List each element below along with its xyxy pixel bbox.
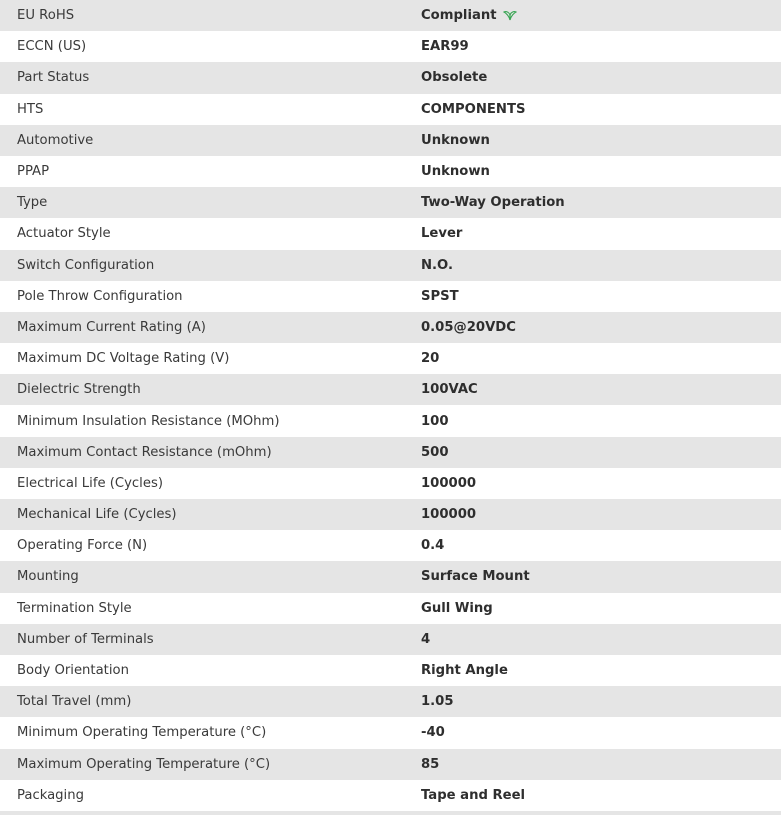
spec-name: Switch Configuration: [17, 257, 155, 273]
spec-value: 100VAC: [421, 382, 478, 398]
spec-value: 100000: [421, 507, 477, 523]
spec-value-cell: [421, 530, 781, 561]
spec-value: Compliant: [421, 8, 497, 24]
spec-value-cell: [421, 250, 781, 281]
spec-name: HTS: [17, 101, 44, 117]
spec-value-cell: [421, 94, 781, 125]
spec-value-cell: [421, 218, 781, 249]
spec-row: [0, 94, 781, 125]
spec-row: [0, 437, 781, 468]
spec-name: PPAP: [17, 164, 50, 180]
spec-name: Automotive: [17, 132, 94, 148]
spec-row: [0, 218, 781, 249]
spec-value-cell: [421, 281, 781, 312]
spec-value: Right Angle: [421, 663, 508, 679]
spec-row: [0, 561, 781, 592]
spec-value: 0.05@20VDC: [421, 319, 516, 335]
spec-row: [0, 468, 781, 499]
spec-row: [0, 187, 781, 218]
table-bottom-strip: [0, 811, 781, 815]
spec-value-cell: [421, 156, 781, 187]
spec-row: [0, 624, 781, 655]
spec-name: Body Orientation: [17, 663, 129, 679]
leaf-icon: [503, 9, 517, 21]
spec-value-cell: [421, 686, 781, 717]
spec-value: -40: [421, 725, 445, 741]
spec-name: Part Status: [17, 70, 90, 86]
spec-row: [0, 312, 781, 343]
spec-value: Unknown: [421, 164, 490, 180]
spec-name: Minimum Operating Temperature (°C): [17, 725, 267, 741]
spec-value-cell: [421, 561, 781, 592]
spec-value: Unknown: [421, 132, 490, 148]
spec-row: [0, 655, 781, 686]
spec-value: 20: [421, 351, 440, 367]
spec-value: N.O.: [421, 257, 453, 273]
spec-name: Minimum Insulation Resistance (MOhm): [17, 413, 280, 429]
spec-value-cell: [421, 655, 781, 686]
spec-name: EU RoHS: [17, 8, 75, 24]
spec-value-cell: [421, 31, 781, 62]
spec-value-cell: [421, 593, 781, 624]
spec-name: Mounting: [17, 569, 79, 585]
spec-name: ECCN (US): [17, 39, 87, 55]
spec-name: Maximum DC Voltage Rating (V): [17, 351, 230, 367]
spec-row: [0, 250, 781, 281]
spec-row: [0, 749, 781, 780]
spec-value: Gull Wing: [421, 600, 493, 616]
spec-value-cell: [421, 749, 781, 780]
spec-value: 85: [421, 756, 440, 772]
spec-name: Maximum Contact Resistance (mOhm): [17, 444, 272, 460]
spec-name: Type: [17, 195, 48, 211]
spec-row: [0, 686, 781, 717]
spec-value: SPST: [421, 288, 459, 304]
spec-value-cell: [421, 468, 781, 499]
spec-name: Electrical Life (Cycles): [17, 475, 163, 491]
spec-value-cell: [421, 0, 781, 31]
spec-value: Surface Mount: [421, 569, 530, 585]
spec-name: Termination Style: [17, 600, 132, 616]
spec-name: Dielectric Strength: [17, 382, 141, 398]
spec-row: [0, 593, 781, 624]
spec-value-cell: [421, 717, 781, 748]
spec-row: [0, 717, 781, 748]
spec-row: [0, 374, 781, 405]
spec-name: Mechanical Life (Cycles): [17, 507, 177, 523]
spec-value-cell: [421, 780, 781, 811]
spec-row: [0, 405, 781, 436]
spec-value: Two-Way Operation: [421, 195, 565, 211]
spec-value: 100: [421, 413, 449, 429]
spec-value: 0.4: [421, 538, 445, 554]
spec-value: 500: [421, 444, 449, 460]
spec-value-cell: [421, 62, 781, 93]
spec-row: [0, 0, 781, 31]
spec-value: Obsolete: [421, 70, 488, 86]
spec-name: Maximum Operating Temperature (°C): [17, 756, 271, 772]
spec-row: [0, 156, 781, 187]
spec-name: Number of Terminals: [17, 631, 154, 647]
spec-row: [0, 343, 781, 374]
spec-name: Operating Force (N): [17, 538, 148, 554]
spec-value-cell: [421, 125, 781, 156]
spec-row: [0, 499, 781, 530]
spec-value: COMPONENTS: [421, 101, 526, 117]
spec-row: [0, 780, 781, 811]
spec-name: Total Travel (mm): [17, 694, 132, 710]
spec-value: 4: [421, 631, 431, 647]
spec-name: Pole Throw Configuration: [17, 288, 183, 304]
spec-value-cell: [421, 624, 781, 655]
spec-row: [0, 281, 781, 312]
spec-name: Maximum Current Rating (A): [17, 319, 206, 335]
spec-row: [0, 125, 781, 156]
spec-row: [0, 530, 781, 561]
spec-value-cell: [421, 343, 781, 374]
spec-row: [0, 31, 781, 62]
spec-name: Actuator Style: [17, 226, 111, 242]
spec-value-cell: [421, 187, 781, 218]
spec-value-cell: [421, 374, 781, 405]
spec-value: 1.05: [421, 694, 454, 710]
spec-value-cell: [421, 405, 781, 436]
spec-value: Tape and Reel: [421, 787, 526, 803]
spec-value: Lever: [421, 226, 463, 242]
spec-name: Packaging: [17, 787, 84, 803]
spec-value: 100000: [421, 475, 477, 491]
spec-value-cell: [421, 312, 781, 343]
spec-value-cell: [421, 437, 781, 468]
spec-value-cell: [421, 499, 781, 530]
spec-value: EAR99: [421, 39, 469, 55]
spec-row: [0, 62, 781, 93]
